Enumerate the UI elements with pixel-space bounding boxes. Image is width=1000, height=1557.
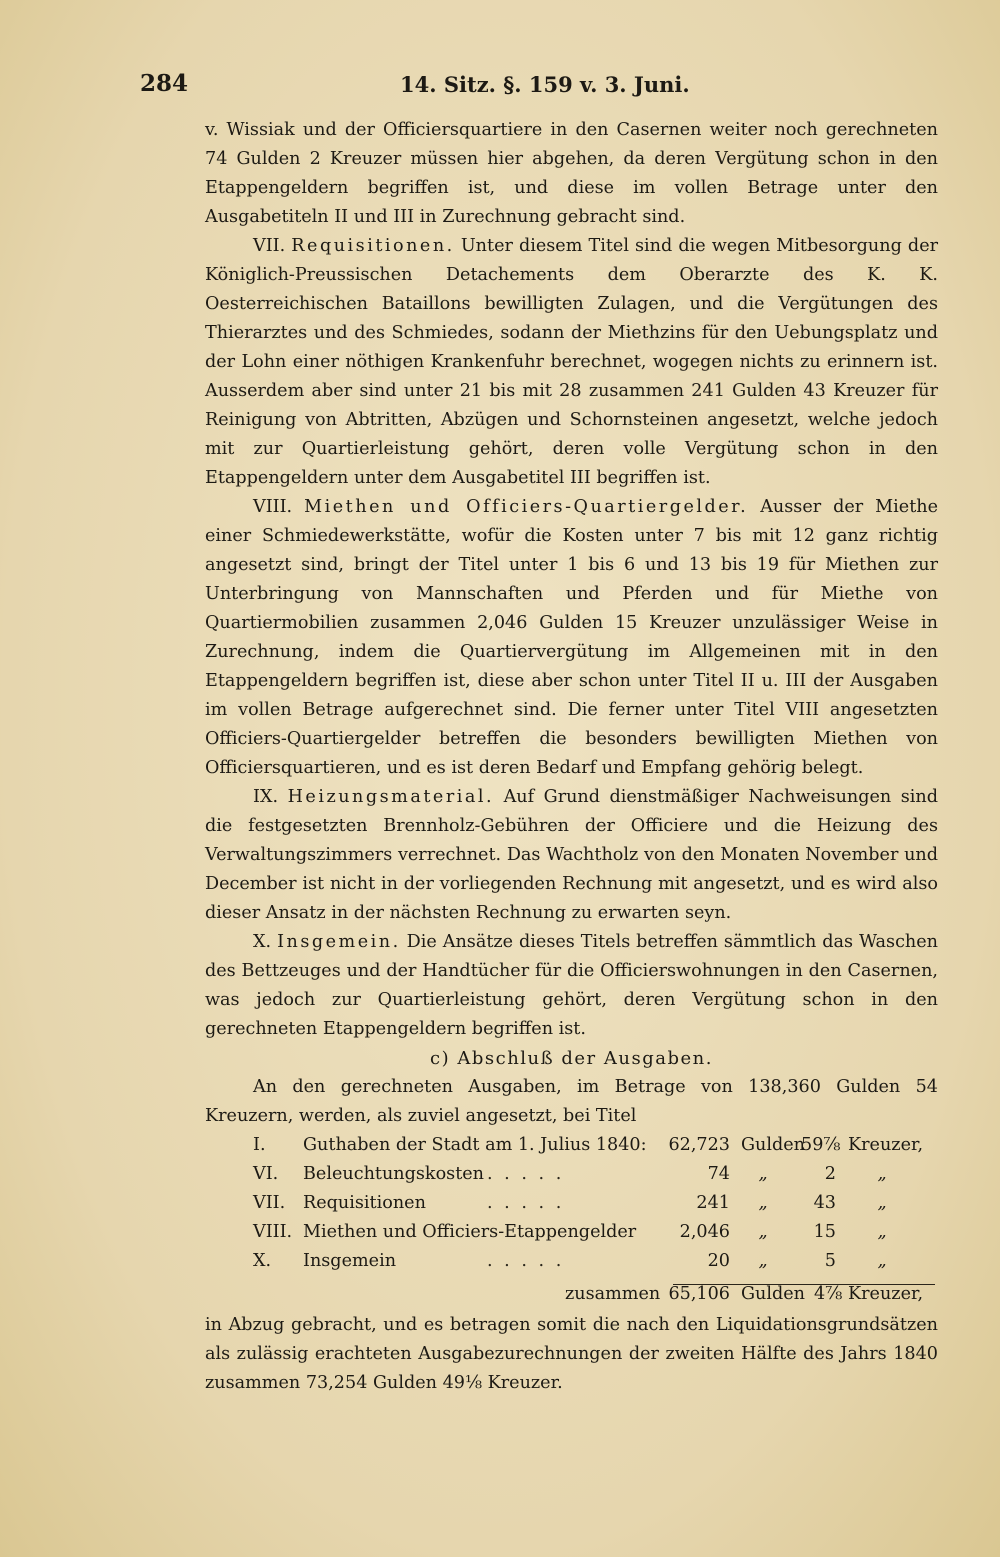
running-head: 14. Sitz. §. 159 v. 3. Juni. [400, 72, 690, 97]
section-heading: c) Abschluß der Ausgaben. [430, 1048, 713, 1069]
row-title-number: VI. [253, 1164, 279, 1184]
row-gulden: 2,046 [679, 1222, 730, 1242]
row-title-number: VII. [253, 1193, 286, 1213]
table-row [205, 1220, 938, 1249]
row-gulden-unit: Gulden [741, 1135, 806, 1155]
section-title: Requisitionen. [291, 236, 455, 256]
ditto-mark: „ [877, 1164, 887, 1184]
sum-gulden-unit: Gulden [741, 1284, 806, 1304]
row-leader-dots: . . . . . [487, 1251, 565, 1271]
row-kreuzer: 2 [824, 1164, 836, 1184]
table-row [205, 1249, 938, 1278]
row-label: Guthaben der Stadt am 1. Julius 1840: [303, 1135, 647, 1155]
sum-kreuzer: 4⅞ [814, 1284, 843, 1304]
section-text: Auf Grund dienstmäßiger Nachweisungen sind die festgesetzten Brennholz-Gebühren der Officiere und die Heizung des Verwaltungszimmers verrechnet. Das Wachtholz von den Monaten November und December ist nicht in der vorliegenden Rechnung mit angesetzt, und es wird also dieser Ansatz in der nächsten Rechnung zu erwarten seyn. [205, 787, 938, 923]
section-text: Ausser der Miethe einer Schmiedewerkstätte, wofür die Kosten unter 7 bis mit 12 ganz richtig angesetzt sind, bringt der Titel unter 1 bis 6 und 13 bis 19 für Miethen zur Unterbringung von Mannschaften und Pferden und für Miethe von Quartiermobilien zusammen 2,046 Gulden 15 Kreuzer unzulässiger Weise in Zurechnung, indem die Quartiervergütung im Allgemeinen mit in den Etappengeldern begriffen ist, diese aber schon unter Titel II u. III der Ausgaben im vollen Betrage aufgerechnet sind. Die ferner unter Titel VIII angesetzten Officiers-Quartiergelder betreffen die besonders bewilligten Miethen von Officiersquartieren, und es ist deren Bedarf und Empfang gehörig belegt. [205, 497, 939, 778]
table-row [205, 1133, 938, 1162]
paragraph-continuation: v. Wissiak und der Officiersquartiere in den Casernen weiter noch gerechneten 74 Gulden 2 Kreuzer müssen hier abgehen, da deren Vergütung schon in den Etappengeldern begriffen ist, und diese im vollen Betrage unter den Ausgabetiteln II und III in Zurechnung gebracht sind. [205, 120, 938, 227]
section-title: Insgemein. [277, 932, 401, 952]
ditto-mark: „ [758, 1193, 768, 1213]
row-kreuzer: 15 [813, 1222, 836, 1242]
row-leader-dots: . . . . . [487, 1193, 565, 1213]
row-leader-dots: . . . . . [487, 1164, 565, 1184]
intro-paragraph: An den gerechneten Ausgaben, im Betrage von 138,360 Gulden 54 Kreuzern, werden, als zuviel angesetzt, bei Titel [205, 1077, 938, 1126]
row-kreuzer-unit: Kreuzer, [848, 1135, 924, 1155]
row-gulden: 74 [707, 1164, 730, 1184]
section-text: Die Ansätze dieses Titels betreffen sämmtlich das Waschen des Bettzeuges und der Handtücher für die Officierswohnungen in den Casernen, was jedoch zur Quartierleistung gehört, deren Vergütung schon in den gerechneten Etappengeldern begriffen ist. [205, 932, 939, 1039]
section-number: X. [253, 932, 272, 952]
page-body [205, 116, 938, 1398]
section-title: Miethen und Officiers-Quartiergelder. [304, 497, 749, 517]
ditto-mark: „ [758, 1164, 768, 1184]
row-label: Miethen und Officiers-Etappengelder [303, 1222, 637, 1242]
paragraph-insgemein [205, 928, 938, 1044]
sum-kreuzer-unit: Kreuzer, [848, 1284, 924, 1304]
row-gulden: 241 [696, 1193, 730, 1213]
section-number: VIII. [253, 497, 293, 517]
row-label: Beleuchtungskosten [303, 1164, 485, 1184]
table-row [205, 1162, 938, 1191]
paragraph-requisitionen [205, 232, 938, 493]
row-label: Insgemein [303, 1251, 397, 1271]
row-gulden: 20 [707, 1251, 730, 1271]
ditto-mark: „ [877, 1222, 887, 1242]
row-kreuzer: 5 [824, 1251, 836, 1271]
page-number: 284 [140, 70, 189, 97]
ditto-mark: „ [758, 1222, 768, 1242]
page-header [140, 70, 940, 106]
table-row [205, 1191, 938, 1220]
sum-label: zusammen [565, 1284, 661, 1304]
section-text: Unter diesem Titel sind die wegen Mitbesorgung der Königlich-Preussischen Detachements dem Oberarzte des K. K. Oesterreichischen Bataillons bewilligten Zulagen, und die Vergütungen des Thierarztes und des Schmiedes, sodann der Miethzins für den Uebungsplatz und der Lohn einer nöthigen Krankenfuhr berechnet, wogegen nichts zu erinnern ist. Ausserdem aber sind unter 21 bis mit 28 zusammen 241 Gulden 43 Kreuzer für Reinigung von Abtritten, Abzügen und Schornsteinen angesetzt, welche jedoch mit zur Quartierleistung gehört, deren volle Vergütung schon in den Etappengeldern unter dem Ausgabetitel III begriffen ist. [205, 236, 939, 488]
sum-gulden: 65,106 [668, 1284, 730, 1304]
deduction-table [205, 1133, 938, 1311]
ditto-mark: „ [877, 1193, 887, 1213]
paragraph-miethen [205, 493, 938, 783]
paragraph-heizungsmaterial [205, 783, 938, 928]
ditto-mark: „ [877, 1251, 887, 1271]
row-label: Requisitionen [303, 1193, 426, 1213]
row-kreuzer: 59⅞ [801, 1135, 841, 1155]
closing-paragraph: in Abzug gebracht, und es betragen somit die nach den Liquidationsgrundsätzen als zulässig erachteten Ausgabezurechnungen der zweiten Hälfte des Jahrs 1840 zusammen 73,254 Gulden 49⅛ Kreuzer. [205, 1315, 938, 1393]
row-title-number: X. [253, 1251, 272, 1271]
section-number: IX. [253, 787, 279, 807]
row-gulden: 62,723 [668, 1135, 730, 1155]
row-kreuzer: 43 [813, 1193, 836, 1213]
sum-row [205, 1278, 938, 1311]
section-title: Heizungsmaterial. [287, 787, 495, 807]
row-title-number: I. [253, 1135, 266, 1155]
section-number: VII. [253, 236, 286, 256]
row-title-number: VIII. [253, 1222, 293, 1242]
ditto-mark: „ [758, 1251, 768, 1271]
